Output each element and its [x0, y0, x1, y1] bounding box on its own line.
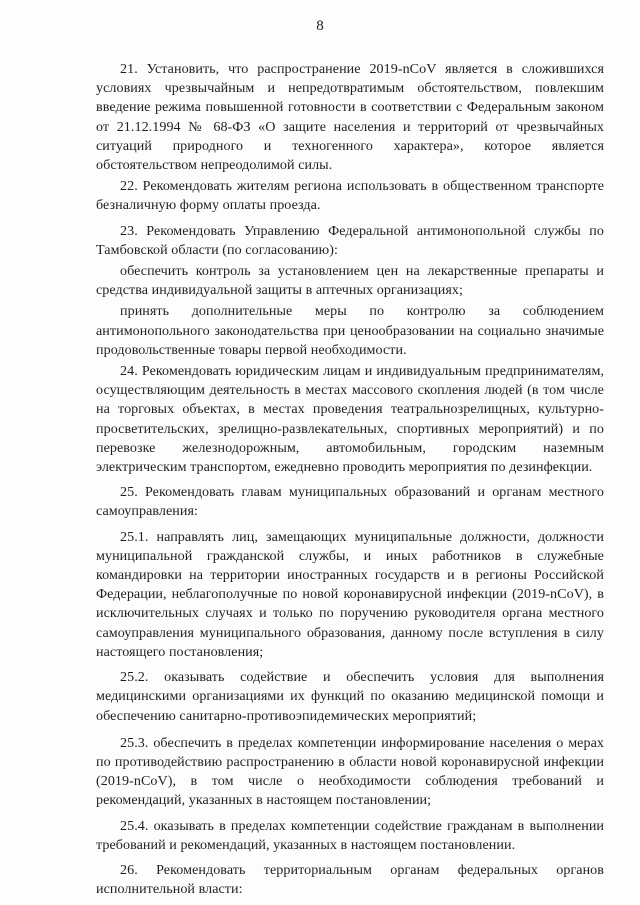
- paragraph-26: 26. Рекомендовать территориальным органам федеральных органов исполнительной власти:: [96, 861, 604, 898]
- paragraph-21: 21. Установить, что распространение 2019-nCoV является в сложившихся условиях чрезвычайным и непредотвратимым обстоятельством, повлекшим введение режима повышенной готовности в соответствии с Федеральным законом от 21.12.1994 № 68-ФЗ «О защите населения и территорий от чрезвычайных ситуаций природного и техногенного характера», которое является обстоятельством непреодолимой силы.: [96, 61, 604, 174]
- paragraph-25-3: 25.3. обеспечить в пределах компетенции информирование населения о мерах по противодействию распространению в области новой коронавирусной инфекции (2019-nCoV), в том числе о необходимости соблюдения требований и рекомендаций, указанных в настоящем постановлении;: [96, 734, 604, 809]
- paragraph-25-1: 25.1. направлять лиц, замещающих муниципальные должности, должности муниципальной гражданской службы, и иных работников в служебные командировки на территории иностранных государств и в регионы Российской Федерации, неблагополучные по новой коронавирусной инфекции (2019-nCoV), в исключительных случаях и только по поручению руководителя органа местного самоуправления муниципального образования, данному после вступления в силу настоящего постановления;: [96, 528, 604, 660]
- paragraph-23: 23. Рекомендовать Управлению Федеральной антимонопольной службы по Тамбовской области (по согласованию):: [96, 222, 604, 258]
- paragraph-23-item-prices: обеспечить контроль за установлением цен на лекарственные препараты и средства индивидуальной защиты в аптечных организациях;: [96, 263, 604, 299]
- paragraph-22: 22. Рекомендовать жителям региона использовать в общественном транспорте безналичную форму оплаты проезда.: [96, 178, 604, 214]
- paragraph-25: 25. Рекомендовать главам муниципальных образований и органам местного самоуправления:: [96, 484, 604, 520]
- document-body: [96, 60, 604, 901]
- page-number: 8: [316, 18, 324, 34]
- paragraph-25-4: 25.4. оказывать в пределах компетенции содействие гражданам в выполнении требований и рекомендаций, указанных в настоящем постановлении.: [96, 817, 604, 853]
- paragraph-24: 24. Рекомендовать юридическим лицам и индивидуальным предпринимателям, осуществляющим деятельность в местах массового скопления людей (в том числе на торговых объектах, в местах проведения театральнозрелищных, культурно-просветительских, зрелищно-развлекательных, спортивных мероприятий) и по перевозке железнодорожным, автомобильным, городским наземным электрическим транспортом, ежедневно проводить мероприятия по дезинфекции.: [96, 363, 604, 476]
- paragraph-23-item-antimonopoly: принять дополнительные меры по контролю за соблюдением антимонопольного законодательства при ценообразовании на социально значимые продовольственные товары первой необходимости.: [96, 303, 604, 358]
- paragraph-25-2: 25.2. оказывать содействие и обеспечить условия для выполнения медицинскими организациями их функций по оказанию медицинской помощи и обеспечению санитарно-противоэпидемических мероприятий;: [96, 669, 604, 724]
